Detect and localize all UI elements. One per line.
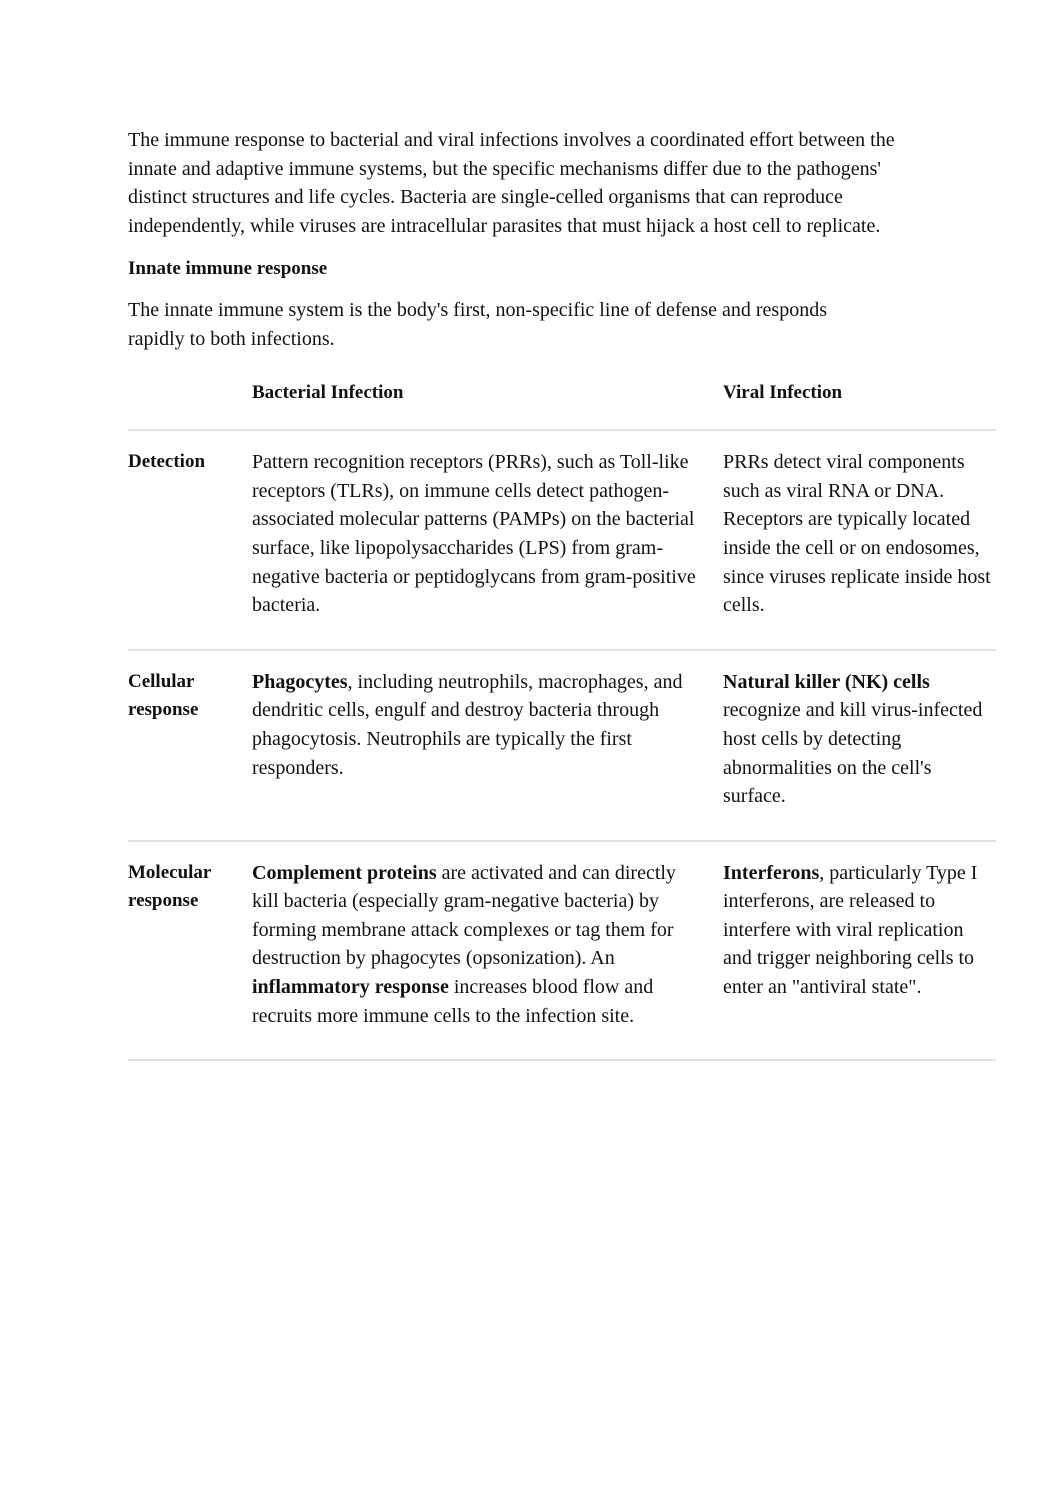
row-label-cellular-response: Cellular response xyxy=(128,650,252,841)
table-header-viral: Viral Infection xyxy=(723,379,996,431)
document-page xyxy=(128,126,996,1061)
table-header-bacterial: Bacterial Infection xyxy=(252,379,723,431)
bold-term: inflammatory response xyxy=(252,976,449,999)
comparison-table xyxy=(128,379,996,1062)
cell-text: recognize and kill virus-infected host cells by detecting abnormalities on the cell's surface. xyxy=(723,699,983,808)
cell-text: PRRs detect viral components such as viral RNA or DNA. Receptors are typically located inside the cell or on endosomes, since viruses replicate inside host cells. xyxy=(723,451,991,617)
table-row xyxy=(128,841,996,1061)
cell-molecular-viral xyxy=(723,841,996,1061)
section-heading-innate: Innate immune response xyxy=(128,258,328,280)
bold-term: Interferons xyxy=(723,861,820,884)
intro-paragraph: The immune response to bacterial and viral infections involves a coordinated effort between the innate and adaptive immune systems, but the specific mechanisms differ due to the pathogens' distinct structures and life cycles. Bacteria are single-celled organisms that can reproduce independently, while viruses are intracellular parasites that must hijack a host cell to replicate. xyxy=(128,129,895,237)
cell-text: , including neutrophils, macrophages, and dendritic cells, engulf and destroy bacteria through phagocytosis. Neutrophils are typically the first responders. xyxy=(252,670,683,779)
table-row xyxy=(128,650,996,841)
cell-cellular-viral xyxy=(723,650,996,841)
row-label-molecular-response: Molecular response xyxy=(128,841,252,1061)
cell-detection-viral xyxy=(723,430,996,650)
cell-cellular-bacterial xyxy=(252,650,723,841)
table-header-row xyxy=(128,379,996,431)
table-header-corner xyxy=(128,379,252,431)
cell-detection-bacterial xyxy=(252,430,723,650)
cell-text: , particularly Type I interferons, are released to interfere with viral replication and trigger neighboring cells to enter an "antiviral state". xyxy=(723,861,978,999)
table-row xyxy=(128,430,996,650)
row-label-detection: Detection xyxy=(128,430,252,650)
bold-term: Phagocytes xyxy=(252,670,348,693)
bold-term: Complement proteins xyxy=(252,861,437,884)
cell-text: Pattern recognition receptors (PRRs), such as Toll-like receptors (TLRs), on immune cells detect pathogen-associated molecular patterns (PAMPs) on the bacterial surface, like lipopolysaccharides (LPS) from gram-negative bacteria or peptidoglycans from gram-positive bacteria. xyxy=(252,451,696,617)
cell-molecular-bacterial xyxy=(252,841,723,1061)
cell-text: increases blood flow and recruits more immune cells to the infection site. xyxy=(252,976,654,1027)
section-intro-innate: The innate immune system is the body's first, non-specific line of defense and responds rapidly to both infections. xyxy=(128,299,827,350)
bold-term: Natural killer (NK) cells xyxy=(723,670,930,693)
cell-text: are activated and can directly kill bacteria (especially gram-negative bacteria) by forming membrane attack complexes or tag them for destruction by phagocytes (opsonization). An xyxy=(252,861,676,970)
